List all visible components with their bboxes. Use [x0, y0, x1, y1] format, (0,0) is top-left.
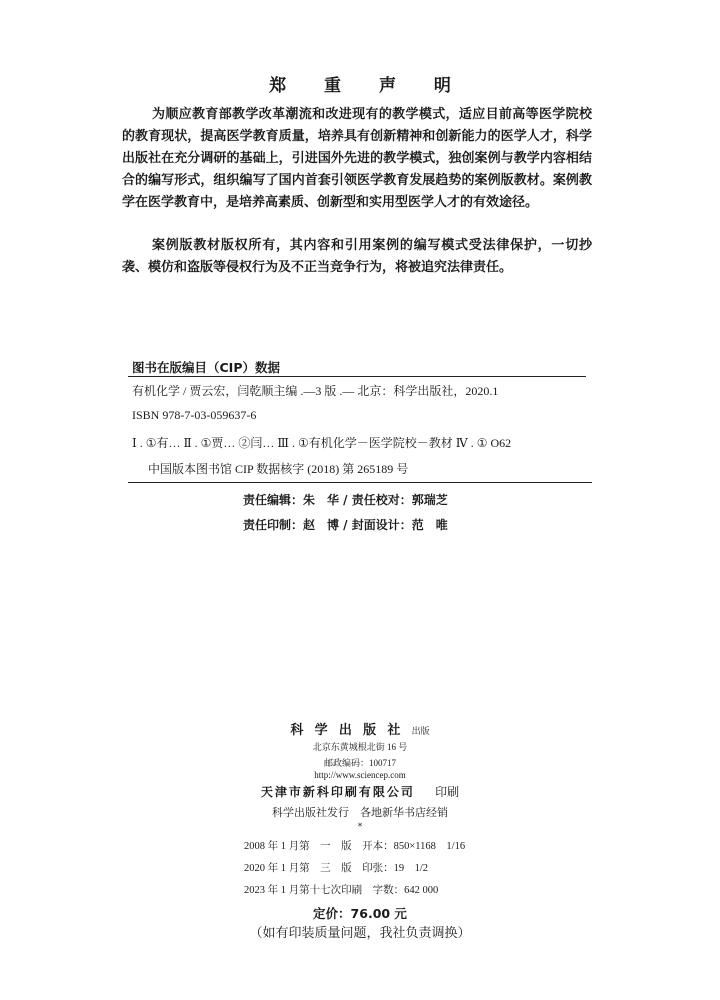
statement-paragraph-2: 案例版教材版权所有，其内容和引用案例的编写模式受法律保护，一切抄袭、模仿和盗版等侵权行为及不正当竞争行为，将被追究法律责任。 — [122, 238, 592, 275]
edition-line-1: 2008 年 1 月第 一 版 开本：850×1168 1/16 — [244, 841, 466, 852]
publisher-logo-text: 科 学 出 版 社 — [290, 722, 405, 737]
staff-line-1: 责任编辑：朱 华 / 责任校对：郭瑞芝 — [243, 493, 448, 507]
statement-title: 郑 重 声 明 — [269, 76, 467, 96]
publisher-url: http://www.sciencep.com — [314, 770, 406, 780]
edition-line-3: 2023 年 1 月第十七次印刷 字数：642 000 — [244, 885, 439, 896]
distribution-line: 科学出版社发行 各地新华书店经销 — [272, 806, 448, 819]
cip-record-number: 中国版本图书馆 CIP 数据核字 (2018) 第 265189 号 — [148, 462, 409, 476]
edition-line-2: 2020 年 1 月第 三 版 印张：19 1/2 — [244, 863, 429, 874]
staff-line-2: 责任印制：赵 博 / 封面设计：范 唯 — [243, 518, 448, 532]
printer-line — [0, 783, 720, 800]
publisher-postcode: 邮政编码：100717 — [323, 758, 396, 768]
cip-top-rule — [128, 376, 586, 377]
publisher-address: 北京东黄城根北街 16 号 — [312, 742, 408, 752]
printer-suffix: 印刷 — [435, 785, 460, 799]
cip-title-line: 有机化学 / 贾云宏，闫乾顺主编 .—3 版 .— 北京：科学出版社，2020.1 — [132, 384, 499, 398]
publisher-name — [0, 719, 720, 738]
separator-star: * — [357, 822, 363, 832]
statement-paragraph-1: 为顺应教育部教学改革潮流和改进现有的教学模式，适应目前高等医学院校的教育现状，提高医学教育质量，培养具有创新精神和创新能力的医学人才，科学出版社在充分调研的基础上，引进国外先进的教学模式，独创案例与教学内容相结合的编写形式，组织编写了国内首套引领医学教育发展趋势的案例版教材。案例教学在医学教育中，是培养高素质、创新型和实用型医学人才的有效途径。 — [122, 107, 592, 210]
printer-name: 天津市新科印刷有限公司 — [260, 785, 415, 799]
replacement-note: （如有印装质量问题，我社负责调换） — [249, 926, 471, 941]
cip-heading: 图书在版编目（CIP）数据 — [132, 360, 280, 375]
publisher-name-suffix: 出版 — [411, 726, 430, 736]
cip-classification: Ⅰ . ①有… Ⅱ . ①贾… ②闫… Ⅲ . ①有机化学－医学院校－教材 Ⅳ . ① O62 — [132, 436, 512, 450]
cip-isbn: ISBN 978-7-03-059637-6 — [132, 408, 257, 422]
cip-bottom-rule — [128, 482, 592, 483]
price: 定价：76.00 元 — [313, 906, 407, 921]
